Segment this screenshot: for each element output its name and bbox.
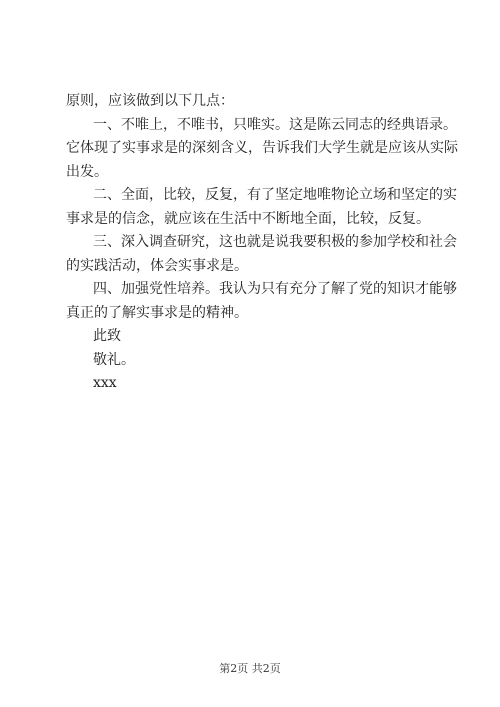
- page-footer: [0, 660, 500, 676]
- text-line-point-4-cont: 真正的了解实事求是的精神。: [66, 304, 248, 321]
- text-line-point-1: 一、不唯上，不唯书，只唯实。这是陈云同志的经典语录。: [93, 116, 457, 133]
- text-line-point-1-cont: 它体现了实事求是的深刻含义，告诉我们大学生就是应该从实际: [66, 140, 458, 156]
- text-line-point-2-cont: 事求是的信念，就应该在生活中不断地全面，比较，反复。: [66, 210, 430, 227]
- signature-line: xxx: [93, 375, 117, 391]
- closing-line-1: 此致: [93, 328, 121, 344]
- text-line-point-1-end: 出发。: [66, 163, 108, 180]
- text-line-point-3-cont: 的实践活动，体会实事求是。: [66, 257, 248, 274]
- text-line-intro: 原则，应该做到以下几点：: [66, 93, 234, 109]
- text-line-point-3: 三、深入调查研究，这也就是说我要积极的参加学校和社会: [93, 234, 457, 250]
- document-body: [66, 90, 458, 396]
- page-number: 第2页 共2页: [219, 662, 281, 675]
- text-line-point-2: 二、全面，比较，反复，有了坚定地唯物论立场和坚定的实: [93, 187, 457, 203]
- text-line-point-4: 四、加强党性培养。我认为只有充分了解了党的知识才能够: [93, 281, 457, 297]
- closing-line-2: 敬礼。: [93, 351, 135, 368]
